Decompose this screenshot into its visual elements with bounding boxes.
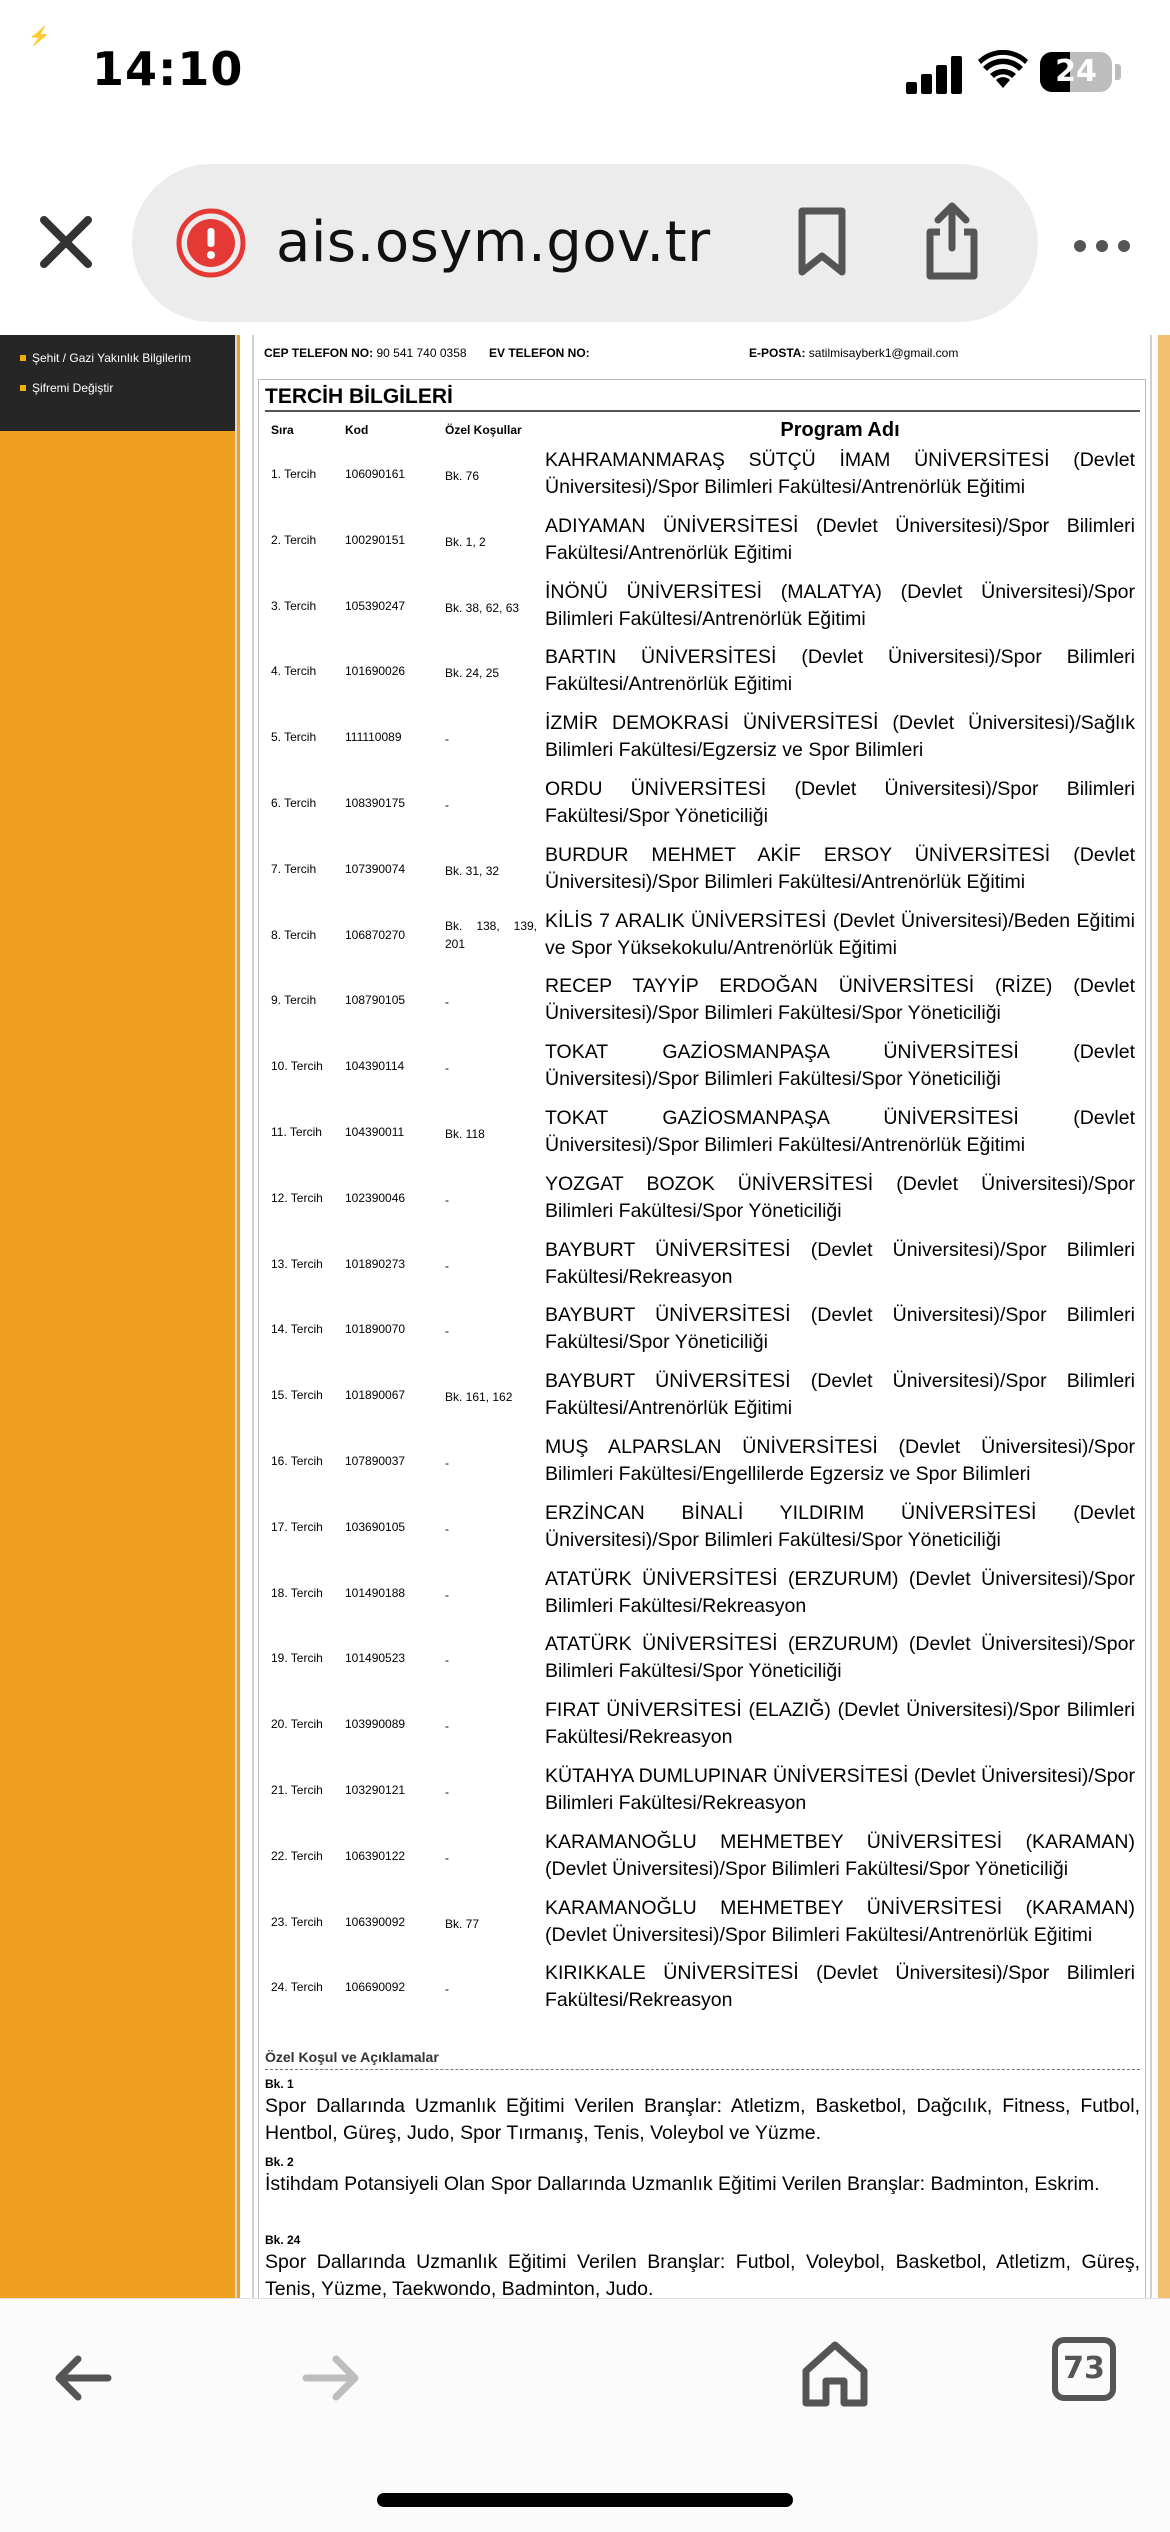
cell-kod: 103690105: [345, 1519, 406, 1534]
status-time: 14:10: [92, 42, 244, 96]
cell-ozel: -: [445, 1061, 449, 1076]
cell-program: KİLİS 7 ARALIK ÜNİVERSİTESİ (Devlet Üniversitesi)/Beden Eğitimi ve Spor Yüksekokulu/Antrenörlük Eğitimi: [545, 909, 1135, 959]
table-row: [265, 443, 1140, 509]
battery-nub: [1115, 64, 1121, 80]
sidebar-menu: [0, 335, 235, 431]
cell-kod: 108390175: [345, 796, 406, 810]
cell-program: ADIYAMAN ÜNİVERSİTESİ (Devlet Üniversitesi)/Spor Bilimleri Fakültesi/Antrenörlük Eğitimi: [545, 514, 1135, 564]
status-bar: [0, 0, 1170, 140]
table-row: [265, 1825, 1140, 1891]
sidebar-background: [0, 335, 240, 2298]
cell-program: ATATÜRK ÜNİVERSİTESİ (ERZURUM) (Devlet Üniversitesi)/Spor Bilimleri Fakültesi/Rekreasyon: [545, 1567, 1135, 1617]
cellular-signal-icon: [906, 54, 962, 94]
cell-program: KARAMANOĞLU MEHMETBEY ÜNİVERSİTESİ (KARAMAN) (Devlet Üniversitesi)/Spor Bilimleri Fakültesi/Spor Yöneticiliği: [545, 1830, 1135, 1880]
cell-kod: 101690026: [345, 664, 406, 679]
cell-kod: 104390114: [345, 1059, 405, 1074]
table-row: [265, 1233, 1140, 1299]
cell-sira: 15. Tercih: [271, 1388, 323, 1403]
cell-ozel: -: [445, 995, 449, 1010]
cell-ozel: Bk. 76: [445, 469, 480, 483]
cell-program: KARAMANOĞLU MEHMETBEY ÜNİVERSİTESİ (KARAMAN) (Devlet Üniversitesi)/Spor Bilimleri Fakültesi/Antrenörlük Eğitimi: [545, 1896, 1135, 1946]
table-row: [265, 1956, 1140, 2022]
cell-sira: 14. Tercih: [271, 1322, 323, 1337]
note-text: Spor Dallarında Uzmanlık Eğitimi Verilen Branşlar: Atletizm, Basketbol, Dağcılık, Fitness, Futbol, Hentbol, Güreş, Judo, Spor Tırmanış, Tenis, Voleybol ve Yüzme.: [265, 2095, 1140, 2144]
table-row: [265, 1167, 1140, 1233]
cell-ozel: -: [445, 1258, 449, 1273]
cell-sira: 9. Tercih: [271, 993, 317, 1008]
cell-sira: 10. Tercih: [271, 1059, 323, 1074]
url-text[interactable]: ais.osym.gov.tr: [276, 210, 711, 275]
home-indicator: [377, 2493, 793, 2507]
cell-program: FIRAT ÜNİVERSİTESİ (ELAZIĞ) (Devlet Üniversitesi)/Spor Bilimleri Fakültesi/Rekreasyon: [545, 1699, 1135, 1749]
tabs-button[interactable]: [1052, 2337, 1116, 2401]
table-row: [265, 1693, 1140, 1759]
cell-sira: 20. Tercih: [271, 1717, 323, 1732]
cell-program: MUŞ ALPARSLAN ÜNİVERSİTESİ (Devlet Üniversitesi)/Spor Bilimleri Fakültesi/Engellilerde Egzersiz ve Spor Bilimleri: [545, 1436, 1135, 1485]
cep-value: 90 541 740 0358: [376, 346, 467, 360]
cell-program: BARTIN ÜNİVERSİTESİ (Devlet Üniversitesi)/Spor Bilimleri Fakültesi/Antrenörlük Eğitimi: [545, 646, 1135, 696]
cell-sira: 23. Tercih: [271, 1914, 323, 1929]
sidebar-item-label: Şifremi Değiştir: [32, 381, 114, 395]
table-row: [265, 772, 1140, 838]
cell-ozel: Bk. 38, 62, 63: [445, 600, 520, 615]
cell-ozel: -: [445, 732, 449, 747]
warning-icon[interactable]: [176, 208, 246, 278]
cell-kod: 108790105: [345, 993, 406, 1008]
header-ozel: Özel Koşullar: [445, 423, 522, 437]
cell-sira: 12. Tercih: [271, 1190, 323, 1205]
cell-sira: 6. Tercih: [271, 796, 317, 810]
cell-program: ERZİNCAN BİNALİ YILDIRIM ÜNİVERSİTESİ (Devlet Üniversitesi)/Spor Bilimleri Fakültesi/Spor Yöneticiliği: [545, 1501, 1135, 1551]
table-row: [265, 1891, 1140, 1957]
cell-sira: 3. Tercih: [271, 598, 317, 613]
note-text: Spor Dallarında Uzmanlık Eğitimi Verilen Branşlar: Futbol, Voleybol, Basketbol, Atletizm, Güreş, Tenis, Yüzme, Taekwondo, Badminton, Judo.: [265, 2251, 1140, 2298]
cell-ozel: Bk. 31, 32: [445, 863, 500, 878]
cell-kod: 106390122: [345, 1848, 406, 1863]
note-text: İstihdam Potansiyeli Olan Spor Dallarında Uzmanlık Eğitimi Verilen Branşlar: Badminton, Eskrim.: [265, 2173, 1100, 2195]
cell-ozel: -: [445, 1982, 449, 1997]
sidebar-item-label: Şehit / Gazi Yakınlık Bilgilerim: [32, 351, 191, 365]
cell-ozel: -: [445, 1850, 449, 1865]
cell-program: KAHRAMANMARAŞ SÜTÇÜ İMAM ÜNİVERSİTESİ (Devlet Üniversitesi)/Spor Bilimleri Fakültesi/Antrenörlük Eğitimi: [545, 449, 1135, 498]
cell-program: RECEP TAYYİP ERDOĞAN ÜNİVERSİTESİ (RİZE) (Devlet Üniversitesi)/Spor Bilimleri Fakültesi/Spor Yöneticiliği: [545, 975, 1135, 1025]
table-row: [265, 1759, 1140, 1825]
table-row: [265, 1627, 1140, 1693]
table-row: [265, 838, 1140, 904]
cell-kod: 101490523: [345, 1651, 406, 1666]
eposta-value: satilmisayberk1@gmail.com: [808, 346, 959, 360]
cell-kod: 100290151: [345, 532, 406, 547]
cell-sira: 17. Tercih: [271, 1519, 323, 1534]
table-row: [265, 1101, 1140, 1167]
notification-mark-icon: ⚡: [28, 26, 51, 46]
back-arrow-icon[interactable]: [52, 2353, 112, 2403]
section-title: TERCİH BİLGİLERİ: [265, 385, 453, 408]
cell-ozel: -: [445, 1324, 449, 1339]
cell-kod: 103990089: [345, 1717, 406, 1732]
cell-sira: 5. Tercih: [271, 730, 317, 745]
notes-rule: [265, 2069, 1140, 2070]
ev-label: EV TELEFON NO:: [489, 346, 590, 360]
cell-kod: 106090161: [345, 467, 406, 481]
cell-kod: 101490188: [345, 1585, 406, 1600]
cell-kod: 106690092: [345, 1980, 406, 1995]
browser-bottom-bar: [0, 2298, 1170, 2532]
note-label: Bk. 24: [265, 2233, 301, 2247]
cell-ozel: -: [445, 1587, 449, 1602]
cell-ozel: -: [445, 1456, 449, 1470]
close-icon[interactable]: [36, 212, 96, 272]
title-rule: [265, 410, 1140, 412]
cell-ozel: Bk. 118: [445, 1127, 485, 1141]
cell-sira: 18. Tercih: [271, 1585, 323, 1600]
cell-sira: 8. Tercih: [271, 927, 317, 942]
cell-kod: 104390011: [345, 1125, 405, 1139]
cell-kod: 101890067: [345, 1388, 406, 1403]
share-icon[interactable]: [922, 200, 982, 282]
cell-ozel: Bk. 24, 25: [445, 666, 500, 681]
cell-ozel: Bk. 161, 162: [445, 1390, 513, 1405]
table-row: [265, 640, 1140, 706]
cell-program: KÜTAHYA DUMLUPINAR ÜNİVERSİTESİ (Devlet Üniversitesi)/Spor Bilimleri Fakültesi/Rekreasyon: [545, 1765, 1135, 1814]
tab-count: 73: [1063, 2351, 1105, 2386]
sidebar-item-sehit-gazi[interactable]: [20, 347, 191, 369]
cell-sira: 13. Tercih: [271, 1256, 323, 1271]
cell-program: ORDU ÜNİVERSİTESİ (Devlet Üniversitesi)/Spor Bilimleri Fakültesi/Spor Yöneticiliği: [545, 778, 1135, 827]
cell-sira: 2. Tercih: [271, 532, 317, 547]
table-row: [265, 1364, 1140, 1430]
table-row: [265, 904, 1140, 970]
cell-sira: 16. Tercih: [271, 1454, 323, 1468]
cell-kod: 102390046: [345, 1190, 406, 1205]
cell-sira: 1. Tercih: [271, 467, 317, 481]
cell-program: TOKAT GAZİOSMANPAŞA ÜNİVERSİTESİ (Devlet Üniversitesi)/Spor Bilimleri Fakültesi/Antrenörlük Eğitimi: [545, 1107, 1135, 1156]
cell-program: BAYBURT ÜNİVERSİTESİ (Devlet Üniversitesi)/Spor Bilimleri Fakültesi/Rekreasyon: [545, 1238, 1135, 1288]
table-row: [265, 1298, 1140, 1364]
cell-sira: 24. Tercih: [271, 1980, 323, 1995]
cell-sira: 4. Tercih: [271, 664, 317, 679]
header-kod: Kod: [345, 423, 369, 437]
table-row: [265, 509, 1140, 575]
table-row: [265, 1430, 1140, 1496]
header-sira: Sıra: [271, 423, 294, 437]
cep-label: CEP TELEFON NO:: [264, 346, 374, 360]
home-icon[interactable]: [800, 2339, 870, 2409]
sidebar-item-sifre[interactable]: [20, 377, 113, 399]
bullet-icon: [20, 355, 26, 361]
cell-kod: 106870270: [345, 927, 406, 942]
cell-kod: 103290121: [345, 1783, 406, 1797]
cell-program: TOKAT GAZİOSMANPAŞA ÜNİVERSİTESİ (Devlet Üniversitesi)/Spor Bilimleri Fakültesi/Spor Yöneticiliği: [545, 1041, 1135, 1091]
cell-program: İZMİR DEMOKRASİ ÜNİVERSİTESİ (Devlet Üniversitesi)/Sağlık Bilimleri Fakültesi/Egzersiz ve Spor Bilimleri: [545, 712, 1135, 762]
address-bar[interactable]: [132, 164, 1038, 322]
cell-program: BAYBURT ÜNİVERSİTESİ (Devlet Üniversitesi)/Spor Bilimleri Fakültesi/Antrenörlük Eğitimi: [545, 1370, 1135, 1420]
table-row: [265, 706, 1140, 772]
cell-kod: 107390074: [345, 861, 406, 876]
cell-kod: 106390092: [345, 1914, 406, 1929]
wifi-icon: [978, 50, 1028, 90]
right-edge-strip: [1158, 335, 1170, 2298]
table-row: [265, 575, 1140, 641]
more-options-icon[interactable]: [1072, 236, 1132, 256]
note-label: Bk. 2: [265, 2155, 294, 2169]
note-label: Bk. 1: [265, 2077, 294, 2091]
cell-ozel: -: [445, 1192, 449, 1207]
sidebar-divider: [235, 335, 237, 2298]
cell-program: BURDUR MEHMET AKİF ERSOY ÜNİVERSİTESİ (Devlet Üniversitesi)/Spor Bilimleri Fakültesi/Antrenörlük Eğitimi: [545, 843, 1135, 893]
header-program: Program Adı: [780, 419, 900, 441]
cell-program: ATATÜRK ÜNİVERSİTESİ (ERZURUM) (Devlet Üniversitesi)/Spor Bilimleri Fakültesi/Spor Yöneticiliği: [545, 1633, 1135, 1683]
page-content: [0, 335, 1170, 2298]
cell-kod: 105390247: [345, 598, 406, 613]
forward-arrow-icon[interactable]: [302, 2353, 362, 2403]
cell-sira: 11. Tercih: [271, 1125, 322, 1139]
notes-title: Özel Koşul ve Açıklamalar: [265, 2049, 439, 2065]
cell-ozel: -: [445, 1719, 449, 1734]
cell-sira: 7. Tercih: [271, 861, 317, 876]
eposta-label: E-POSTA:: [749, 346, 806, 360]
cell-program: İNÖNÜ ÜNİVERSİTESİ (MALATYA) (Devlet Üniversitesi)/Spor Bilimleri Fakültesi/Antrenörlük Eğitimi: [545, 580, 1135, 630]
table-row: [265, 1496, 1140, 1562]
cell-program: YOZGAT BOZOK ÜNİVERSİTESİ (Devlet Üniversitesi)/Spor Bilimleri Fakültesi/Spor Yöneticiliği: [545, 1172, 1135, 1222]
cell-ozel: -: [445, 1653, 449, 1668]
table-row: [265, 1562, 1140, 1628]
browser-toolbar: [0, 140, 1170, 335]
cell-kod: 111110089: [345, 730, 402, 745]
cell-ozel: Bk. 138, 139, 201: [445, 918, 537, 951]
bullet-icon: [20, 385, 26, 391]
cell-program: BAYBURT ÜNİVERSİTESİ (Devlet Üniversitesi)/Spor Bilimleri Fakültesi/Spor Yöneticiliği: [545, 1304, 1135, 1354]
cell-ozel: Bk. 1, 2: [445, 534, 486, 549]
cell-kod: 101890273: [345, 1256, 406, 1271]
cell-ozel: -: [445, 1521, 449, 1536]
cell-ozel: -: [445, 1785, 449, 1799]
contact-info: [264, 343, 1144, 365]
battery-icon: [1040, 52, 1112, 92]
table-row: [265, 1035, 1140, 1101]
battery-level: 24: [1055, 54, 1097, 89]
cell-ozel: -: [445, 798, 449, 812]
cell-kod: 101890070: [345, 1322, 406, 1337]
cell-sira: 21. Tercih: [271, 1783, 323, 1797]
cell-ozel: Bk. 77: [445, 1916, 480, 1931]
cell-kod: 107890037: [345, 1454, 406, 1468]
cell-sira: 22. Tercih: [271, 1848, 323, 1863]
bookmark-icon[interactable]: [794, 206, 850, 278]
cell-program: KIRIKKALE ÜNİVERSİTESİ (Devlet Üniversitesi)/Spor Bilimleri Fakültesi/Rekreasyon: [545, 1962, 1135, 2012]
cell-sira: 19. Tercih: [271, 1651, 323, 1666]
table-row: [265, 969, 1140, 1035]
